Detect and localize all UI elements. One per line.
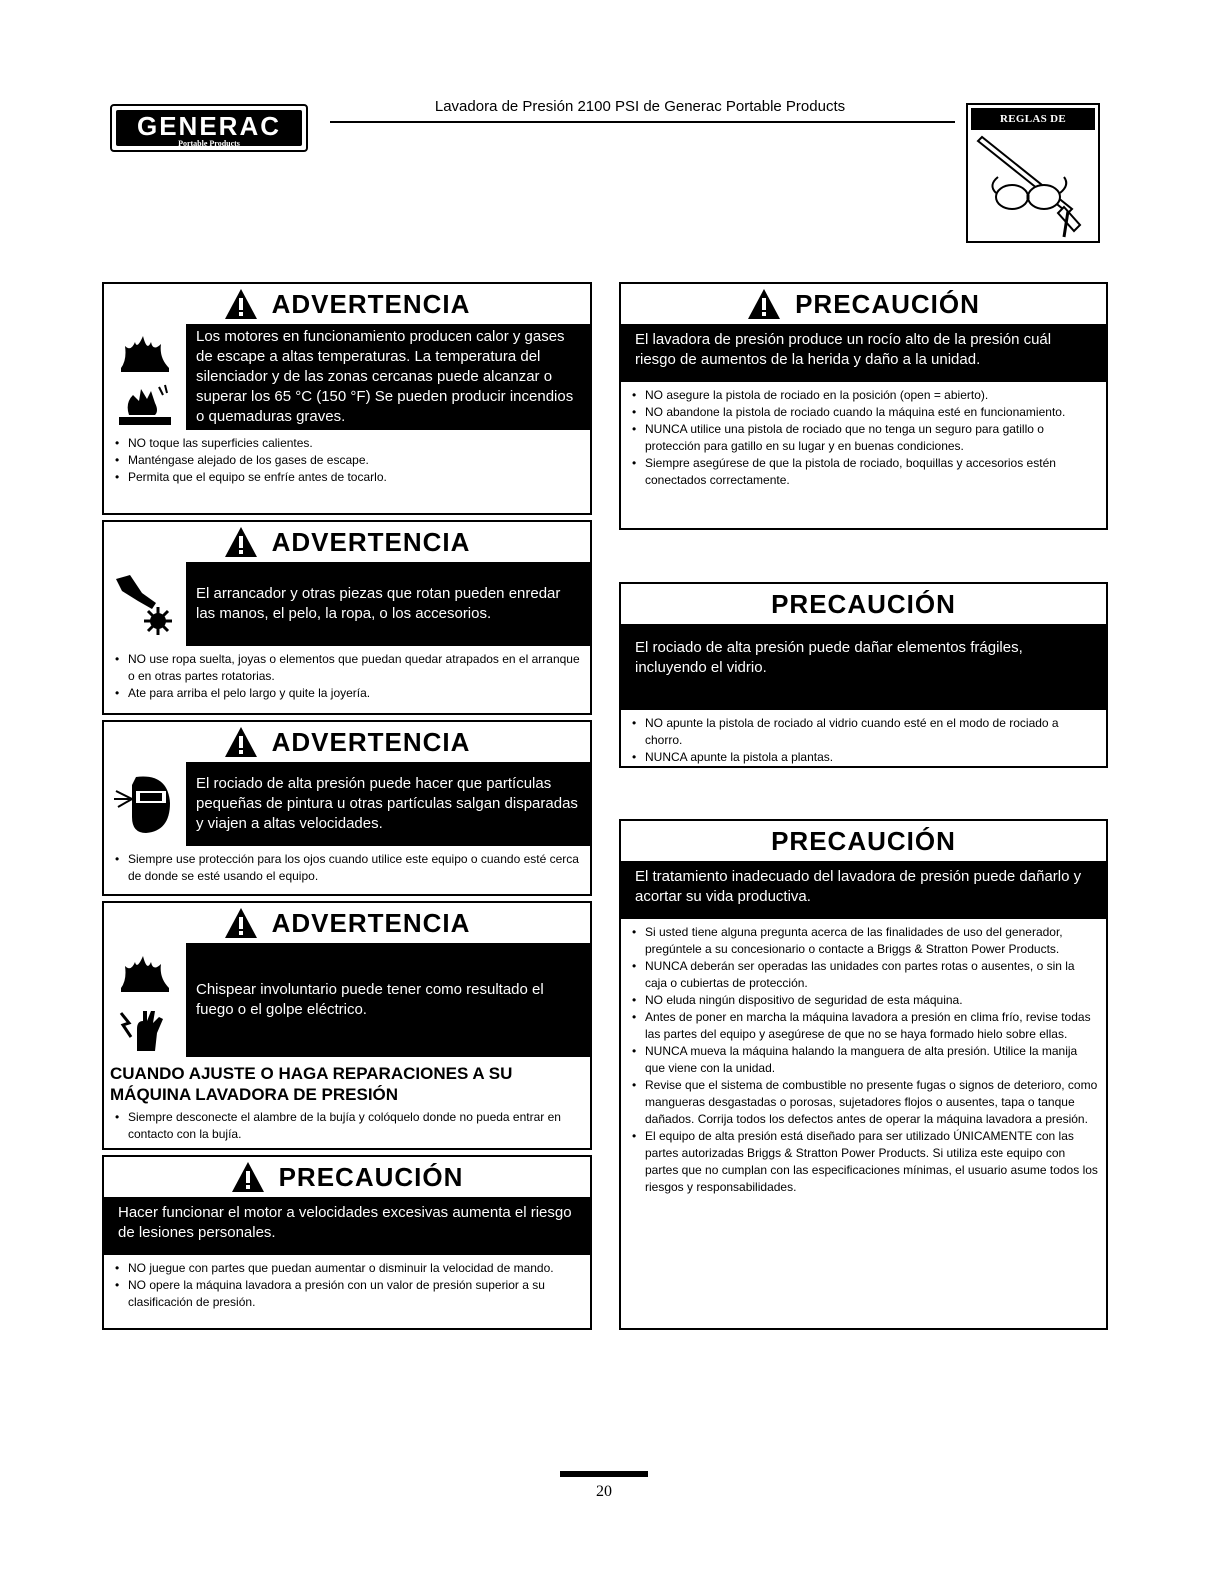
- hazard-band: [621, 624, 1106, 710]
- safety-rules-badge: [966, 103, 1100, 243]
- list-item: • NO eluda ningún dispositivo de seguridad de esta máquina.: [629, 992, 1098, 1009]
- box-title: [104, 522, 590, 562]
- list-item: • El equipo de alta presión está diseñado para ser utilizado ÚNICAMENTE con las partes autorizadas Briggs & Stratton Power Products. Si utiliza este equipo con partes que no cumplan con las especificaciones mínimas, el usuario asume todos los riesgos y responsabilidades.: [629, 1128, 1098, 1196]
- box-title-text: ADVERTENCIA: [271, 526, 471, 557]
- spray-gun-goggles-icon: [968, 133, 1096, 241]
- warning-triangle-icon: [224, 288, 258, 320]
- list-item: • Revise que el sistema de combustible no presente fugas o signos de deterioro, como mangueras desgastadas o porosas, sujetadores flojos o ausentes, tapa o tanque dañados. Corrija todos los defectos antes de operar la máquina lavadora a presión.: [629, 1077, 1098, 1128]
- precaution-list: [104, 1255, 590, 1317]
- precaution-list: [104, 1107, 590, 1149]
- hazard-text: El rociado de alta presión puede hacer que partículas pequeñas de pintura u otras partículas salgan disparadas y viajen a altas velocidades.: [196, 775, 578, 832]
- list-item: • NO asegure la pistola de rociado en la posición (open = abierto).: [629, 387, 1098, 404]
- list-item: • Permita que el equipo se enfríe antes de tocarlo.: [112, 469, 582, 486]
- warning-triangle-icon: [231, 1161, 265, 1193]
- precaution-list: [104, 846, 590, 891]
- warning-box-flying-particles: [102, 720, 592, 896]
- caution-box-fragile-items: [619, 582, 1108, 768]
- precaution-list: [104, 646, 590, 708]
- logo-brand: GENERAC: [136, 111, 281, 141]
- list-item: • NO toque las superficies calientes.: [112, 435, 582, 452]
- generac-logo: [110, 104, 308, 152]
- fire-icon: [115, 948, 175, 994]
- list-item: • NUNCA apunte la pistola a plantas.: [629, 749, 1098, 766]
- box-title-text: ADVERTENCIA: [271, 288, 471, 319]
- list-item: • Siempre use protección para los ojos cuando utilice este equipo o cuando esté cerca de donde se esté usando el equipo.: [112, 851, 582, 885]
- precaution-list: [621, 919, 1106, 1202]
- list-item: • Siempre desconecte el alambre de la bujía y colóquelo donde no pueda entrar en contacto con la bujía.: [112, 1109, 582, 1143]
- box-title: [104, 722, 590, 762]
- hazard-band: [104, 324, 590, 430]
- list-item: • NUNCA utilice una pistola de rociado que no tenga un seguro para gatillo o protección para gatillo en su lugar y en buenas condiciones.: [629, 421, 1098, 455]
- box-title-text: PRECAUCIÓN: [771, 588, 956, 619]
- warning-box-sparking: [102, 901, 592, 1150]
- fire-icon: [115, 328, 175, 374]
- page-number-text: 20: [596, 1483, 612, 1500]
- box-title-text: PRECAUCIÓN: [771, 825, 956, 856]
- hazard-text: Chispear involuntario puede tener como resultado el fuego o el golpe eléctrico.: [196, 981, 544, 1018]
- warning-triangle-icon: [224, 726, 258, 758]
- warning-triangle-icon: [224, 526, 258, 558]
- box-title-text: ADVERTENCIA: [271, 907, 471, 938]
- box-title: [104, 903, 590, 943]
- repair-subheading: CUANDO AJUSTE O HAGA REPARACIONES A SU MÁQUINA LAVADORA DE PRESIÓN: [110, 1064, 513, 1104]
- list-item: • Ate para arriba el pelo largo y quite la joyería.: [112, 685, 582, 702]
- list-item: • NO opere la máquina lavadora a presión con un valor de presión superior a su clasificación de presión.: [112, 1277, 582, 1311]
- caution-box-spray-gun: [619, 282, 1108, 530]
- box-title-text: PRECAUCIÓN: [795, 288, 980, 319]
- box-title: [104, 284, 590, 324]
- precaution-list: [621, 382, 1106, 495]
- precaution-list: [104, 430, 590, 492]
- caution-box-overspeed: [102, 1155, 592, 1330]
- list-item: • NUNCA deberán ser operadas las unidades con partes rotas o ausentes, o sin la caja o cubiertas de protección.: [629, 958, 1098, 992]
- hazard-band: [104, 1197, 590, 1255]
- box-title: [621, 584, 1106, 624]
- box-title-text: PRECAUCIÓN: [278, 1161, 464, 1192]
- page-header-title: Lavadora de Presión 2100 PSI de Generac Portable Products: [434, 98, 846, 115]
- hazard-band: [104, 943, 590, 1057]
- list-item: • NO abandone la pistola de rociado cuando la máquina esté en funcionamiento.: [629, 404, 1098, 421]
- hazard-band: [621, 324, 1106, 382]
- hazard-text: El arrancador y otras piezas que rotan pueden enredar las manos, el pelo, la ropa, o los accesorios.: [196, 585, 561, 622]
- burn-hand-icon: [115, 381, 175, 427]
- caution-box-improper-treatment: [619, 819, 1108, 1330]
- hazard-text: Hacer funcionar el motor a velocidades excesivas aumenta el riesgo de lesiones personales.: [118, 1204, 572, 1241]
- page-number: [560, 1471, 648, 1501]
- list-item: • Siempre asegúrese de que la pistola de rociado, boquillas y accesorios estén conectados correctamente.: [629, 455, 1098, 489]
- hazard-text: El rociado de alta presión puede dañar elementos frágiles, incluyendo el vidrio.: [635, 639, 1023, 676]
- box-title: [621, 284, 1106, 324]
- safety-badge-label: REGLAS DE SEGURIDAD: [971, 108, 1095, 130]
- hazard-icons: [104, 324, 186, 430]
- entanglement-icon: [112, 569, 178, 639]
- hazard-icons: [104, 943, 186, 1057]
- face-shield-icon: [112, 769, 178, 839]
- warning-triangle-icon: [224, 907, 258, 939]
- hazard-band: [621, 861, 1106, 919]
- hazard-icons: [104, 562, 186, 646]
- list-item: • NO juegue con partes que puedan aumentar o disminuir la velocidad de mando.: [112, 1260, 582, 1277]
- header-rule: [330, 121, 955, 123]
- hazard-text: Los motores en funcionamiento producen calor y gases de escape a altas temperaturas. La temperatura del silenciador y de las zonas cercanas puede alcanzar o superar los 65 °C (150 °F) Se pueden producir incendios o quemaduras graves.: [196, 328, 574, 425]
- logo-subtitle: Portable Products: [178, 139, 240, 148]
- warning-box-hot-surfaces: [102, 282, 592, 515]
- list-item: • Si usted tiene alguna pregunta acerca de las finalidades de uso del generador, pregúntele a su concesionario o contacte a Briggs & Stratton Power Products.: [629, 924, 1098, 958]
- hazard-text: El tratamiento inadecuado del lavadora de presión puede dañarlo y acortar su vida productiva.: [635, 868, 1082, 905]
- warning-triangle-icon: [747, 288, 781, 320]
- box-title: [621, 821, 1106, 861]
- hazard-band: [104, 762, 590, 846]
- list-item: • Manténgase alejado de los gases de escape.: [112, 452, 582, 469]
- hazard-text: El lavadora de presión produce un rocío alto de la presión cuál riesgo de aumentos de la herida y daño a la unidad.: [635, 331, 1052, 368]
- list-item: • NO apunte la pistola de rociado al vidrio cuando esté en el modo de rociado a chorro.: [629, 715, 1098, 749]
- hazard-band: [104, 562, 590, 646]
- electric-shock-icon: [115, 1003, 175, 1053]
- list-item: • NUNCA mueva la máquina halando la manguera de alta presión. Utilice la manija que viene con la unidad.: [629, 1043, 1098, 1077]
- hazard-icons: [104, 762, 186, 846]
- precaution-list: [621, 710, 1106, 772]
- box-title: [104, 1157, 590, 1197]
- box-title-text: ADVERTENCIA: [271, 726, 471, 757]
- list-item: • NO use ropa suelta, joyas o elementos que puedan quedar atrapados en el arranque o en otras partes rotatorias.: [112, 651, 582, 685]
- page-number-bar: [560, 1471, 648, 1477]
- warning-box-rotating-parts: [102, 520, 592, 715]
- list-item: • Antes de poner en marcha la máquina lavadora a presión en clima frío, revise todas las partes del equipo y asegúrese de que no se haya formado hielo sobre ellas.: [629, 1009, 1098, 1043]
